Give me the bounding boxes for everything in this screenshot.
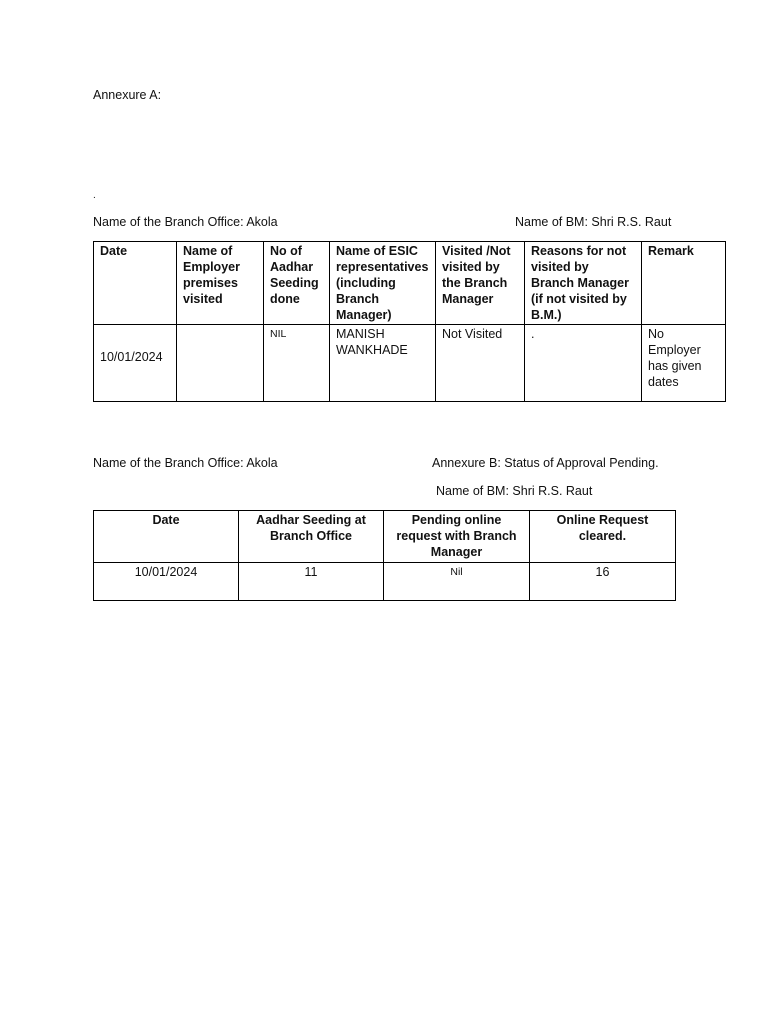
bm-name-label: Name of BM: Shri R.S. Raut bbox=[515, 215, 672, 229]
cell-aadhar-seeding: NIL bbox=[264, 325, 330, 402]
header-aadhar-seeding: Aadhar Seeding at Branch Office bbox=[239, 511, 384, 563]
header-date: Date bbox=[94, 511, 239, 563]
annexure-b-title: Annexure B: Status of Approval Pending. bbox=[432, 456, 659, 470]
header-requests-cleared: Online Request cleared. bbox=[530, 511, 676, 563]
table-header-row bbox=[94, 242, 726, 325]
bm-name-label-b: Name of BM: Shri R.S. Raut bbox=[436, 484, 593, 498]
annexure-a-title: Annexure A: bbox=[93, 88, 162, 102]
header-esic-representatives: Name of ESIC representatives (including Branch Manager) bbox=[330, 242, 436, 325]
cell-date: 10/01/2024 bbox=[94, 563, 239, 601]
header-visited-status: Visited /Not visited by the Branch Manager bbox=[436, 242, 525, 325]
table-header-row bbox=[94, 511, 676, 563]
branch-office-label: Name of the Branch Office: Akola bbox=[93, 215, 278, 229]
cell-pending-requests: Nil bbox=[384, 563, 530, 601]
header-aadhar-seeding: No of Aadhar Seeding done bbox=[264, 242, 330, 325]
table-row bbox=[94, 563, 676, 601]
annexure-b-table bbox=[93, 510, 676, 601]
annexure-a-table bbox=[93, 241, 726, 402]
cell-date: 10/01/2024 bbox=[94, 325, 177, 402]
header-date: Date bbox=[94, 242, 177, 325]
cell-esic-representatives: MANISH WANKHADE bbox=[330, 325, 436, 402]
header-pending-requests: Pending online request with Branch Manager bbox=[384, 511, 530, 563]
cell-remark: No Employer has given dates bbox=[642, 325, 726, 402]
cell-requests-cleared: 16 bbox=[530, 563, 676, 601]
cell-aadhar-seeding: 11 bbox=[239, 563, 384, 601]
cell-visited-status: Not Visited bbox=[436, 325, 525, 402]
branch-office-label-b: Name of the Branch Office: Akola bbox=[93, 456, 278, 470]
header-reasons: Reasons for not visited by Branch Manager (if not visited by B.M.) bbox=[525, 242, 642, 325]
dot-mark: . bbox=[93, 190, 96, 201]
cell-employer-premises bbox=[177, 325, 264, 402]
table-row bbox=[94, 325, 726, 402]
header-employer-premises: Name of Employer premises visited bbox=[177, 242, 264, 325]
header-remark: Remark bbox=[642, 242, 726, 325]
cell-reasons: . bbox=[525, 325, 642, 402]
